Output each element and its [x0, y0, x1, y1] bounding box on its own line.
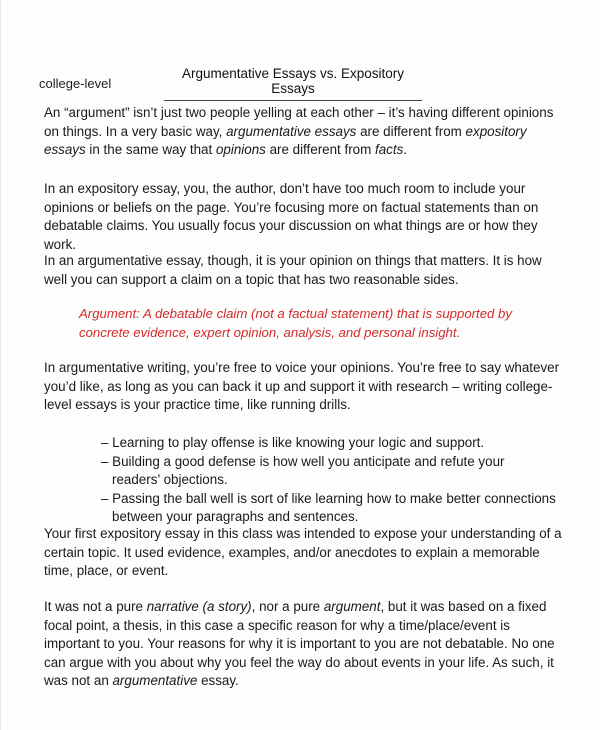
list-item: – Passing the ball well is sort of like learning how to make better connections between your paragraphs and sentences. — [101, 490, 556, 525]
expository-paragraph: In an expository essay, you, the author, don’t have too much room to include your opinions or beliefs on the page. You’re focusing more on factual statements than on debatable claims. You usually focus your discussion on what things are or how they work. — [44, 181, 539, 252]
analogy-list — [76, 434, 556, 527]
intro-paragraph: An “argument” isn’t just two people yelling at each other – it’s having different opinions on things. In a very basic way, argumentative essays are different from expository essays in the same way that opinions are different from facts. — [44, 105, 554, 158]
list-item: – Building a good defense is how well you anticipate and refute your readers’ objections. — [101, 453, 505, 488]
first-essay-paragraph: Your first expository essay in this class was intended to expose your understanding of a certain topic. It used evidence, examples, and/or anecdotes to explain a memorable time, place, or event. — [44, 526, 562, 579]
argument-definition: Argument: A debatable claim (not a factual statement) that is supported by concrete evidence, expert opinion, analysis, and personal insight. — [79, 306, 512, 340]
course-level-label: college-level — [39, 76, 112, 91]
list-item: – Learning to play offense is like knowing your logic and support. — [101, 435, 485, 450]
argumentative-writing-paragraph: In argumentative writing, you’re free to voice your opinions. You’re free to say whatever you’d like, as long as you can back it up and support it with research – writing college-level essays is your practice time, like running drills. — [44, 360, 560, 413]
argumentative-paragraph: In an argumentative essay, though, it is your opinion on things that matters. It is how well you can support a claim on a topic that has two reasonable sides. — [44, 253, 542, 287]
narrative-paragraph: It was not a pure narrative (a story), nor a pure argument, but it was based on a fixed focal point, a thesis, in this case a specific reason for why a time/place/event is important to you. Your reasons for why it is important to you are not debatable. No one can argue with you about why you feel the way do about events in your life. As such, it was not an argumentative essay. — [44, 599, 555, 689]
document-title: Argumentative Essays vs. Expository Essays — [164, 66, 422, 101]
